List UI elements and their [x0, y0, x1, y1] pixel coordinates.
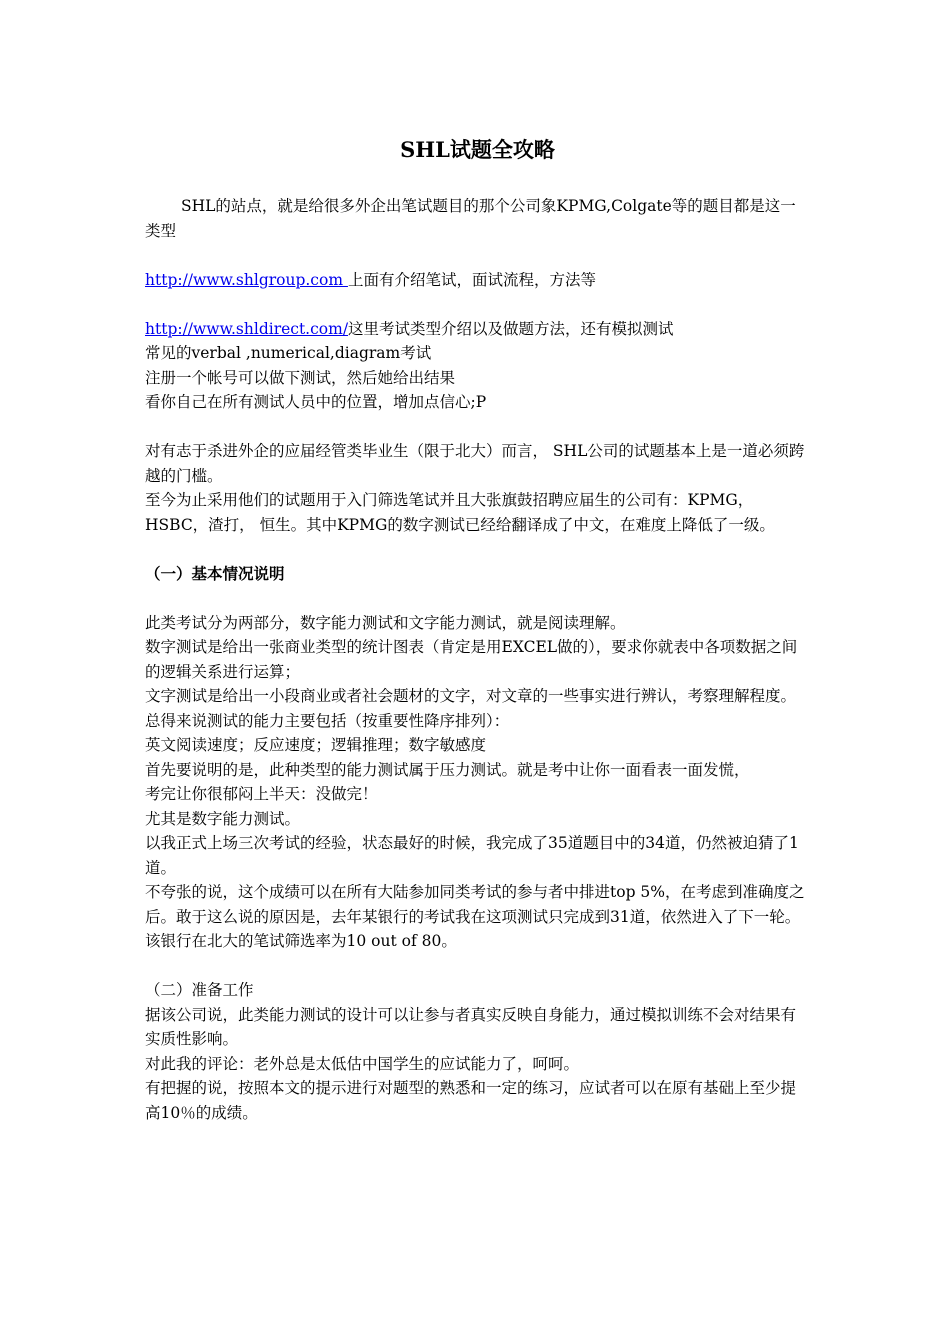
section-2-heading: （二）准备工作 [145, 981, 254, 999]
section-2-paragraph: 对此我的评论：老外总是太低估中国学生的应试能力了，呵呵。 [145, 1054, 580, 1073]
section-1-paragraph: 不夸张的说，这个成绩可以在所有大陆参加同类考试的参与者中排进top 5%，在考虑到准确度之后。敢于这么说的原因是，去年某银行的考试我在这项测试只完成到31道，依然进入了下一轮。该银行在北大的笔试筛选率为10 out of 80。 [145, 883, 805, 950]
section-2-paragraph: 据该公司说，此类能力测试的设计可以让参与者真实反映自身能力，通过模拟训练不会对结果有实质性影响。 [145, 1005, 797, 1048]
document-body [145, 194, 810, 1125]
section-1-paragraph: 英文阅读速度；反应速度；逻辑推理；数字敏感度 [145, 736, 487, 754]
section-1-paragraph: 以我正式上场三次考试的经验，状态最好的时候，我完成了35道题目中的34道，仍然被迫猜了1道。 [145, 834, 799, 877]
spacer [145, 415, 810, 440]
intro-paragraph: SHL的站点，就是给很多外企出笔试题目的那个公司象KPMG,Colgate等的题目都是这一类型 [145, 197, 796, 240]
intro-paragraph-2: 对有志于杀进外企的应届经管类毕业生（限于北大）而言， SHL公司的试题基本上是一道必须跨越的门槛。 [145, 442, 805, 485]
section-1-paragraph: 此类考试分为两部分，数字能力测试和文字能力测试，就是阅读理解。 [145, 613, 626, 632]
section-1-paragraph: 数字测试是给出一张商业类型的统计图表（肯定是用EXCEL做的），要求你就表中各项数据之间的逻辑关系进行运算； [145, 638, 798, 681]
spacer [145, 292, 810, 317]
link-1-description: 上面有介绍笔试，面试流程，方法等 [347, 270, 596, 289]
section-1-heading: （一）基本情况说明 [145, 563, 285, 583]
shlgroup-link[interactable]: http://www.shlgroup.com [145, 270, 348, 289]
site-line: 常见的verbal ,numerical,diagram考试 [145, 344, 432, 362]
intro-paragraph-3: 至今为止采用他们的试题用于入门筛选笔试并且大张旗鼓招聘应届生的公司有：KPMG，HSBC，渣打， 恒生。其中KPMG的数字测试已经给翻译成了中文，在难度上降低了一级。 [145, 491, 775, 534]
section-2-paragraph: 有把握的说，按照本文的提示进行对题型的熟悉和一定的练习，应试者可以在原有基础上至少提高10％的成绩。 [145, 1079, 797, 1122]
spacer [145, 954, 810, 979]
spacer [145, 537, 810, 562]
link-line-1 [145, 268, 810, 293]
section-1-paragraph: 尤其是数字能力测试。 [145, 809, 301, 828]
spacer [145, 586, 810, 611]
link-2-description: 这里考试类型介绍以及做题方法，还有模拟测试 [348, 319, 674, 338]
section-1-paragraph: 文字测试是给出一小段商业或者社会题材的文字，对文章的一些事实进行辨认，考察理解程度。 [145, 687, 797, 705]
section-1-paragraph: 考完让你很郁闷上半天：没做完！ [145, 785, 378, 803]
spacer [145, 243, 810, 268]
link-line-2 [145, 317, 810, 342]
site-line: 注册一个帐号可以做下测试，然后她给出结果 [145, 368, 456, 387]
section-1-paragraph: 首先要说明的是，此种类型的能力测试属于压力测试。就是考中让你一面看表一面发慌， [145, 760, 750, 779]
shldirect-link[interactable]: http://www.shldirect.com/ [145, 319, 349, 338]
site-line: 看你自己在所有测试人员中的位置，增加点信心;P [145, 393, 487, 411]
document-title: SHL试题全攻略 [400, 137, 555, 162]
section-1-paragraph: 总得来说测试的能力主要包括（按重要性降序排列）： [145, 711, 510, 730]
